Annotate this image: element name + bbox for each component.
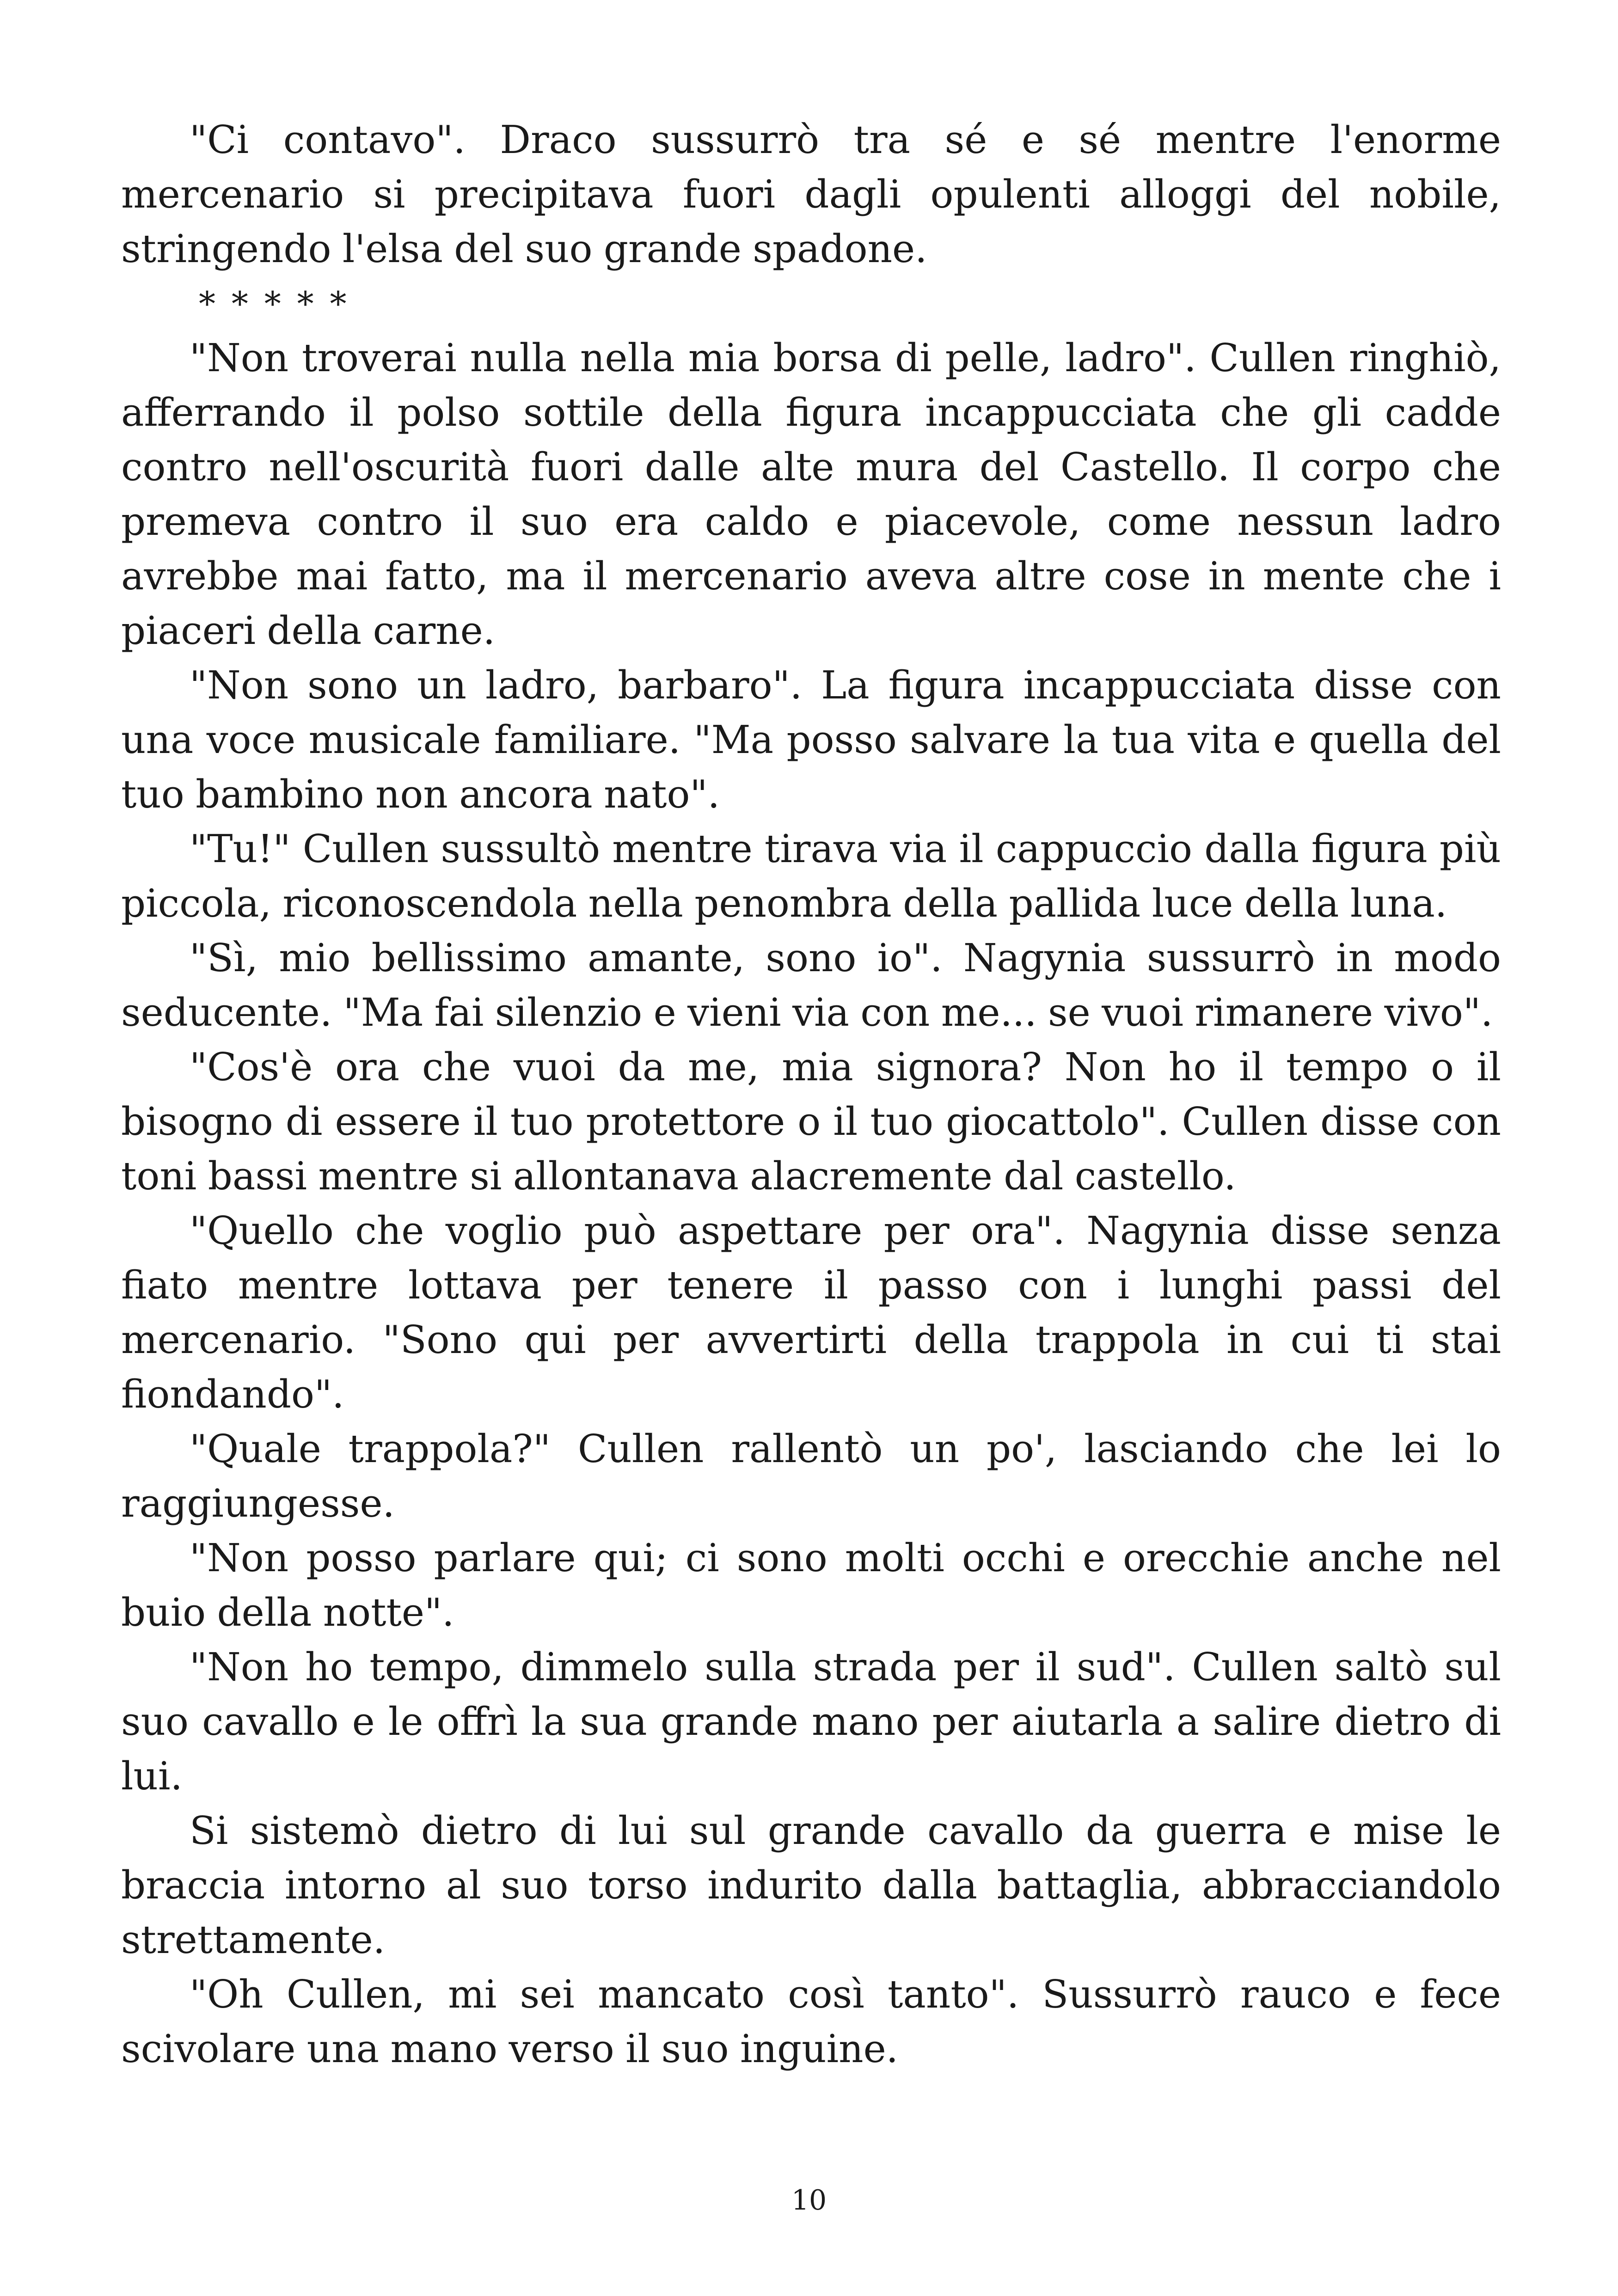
paragraph: "Non ho tempo, dimmelo sulla strada per il sud". Cullen saltò sul suo cavallo e le offrì la sua grande mano per aiutarla a salire dietro di lui. (121, 1645, 1501, 1799)
paragraph: "Non troverai nulla nella mia borsa di pelle, ladro". Cullen ringhiò, afferrando il polso sottile della figura incappucciata che gli cadde contro nell'oscurità fuori dalle alte mura del Castello. Il corpo che premeva contro il suo era caldo e piacevole, come nessun ladro avrebbe mai fatto, ma il mercenario aveva altre cose in mente che i piaceri della carne. (121, 336, 1501, 653)
paragraph: "Tu!" Cullen sussultò mentre tirava via il cappuccio dalla figura più piccola, riconoscendola nella penombra della pallida luce della luna. (121, 827, 1501, 926)
paragraph: "Non sono un ladro, barbaro". La figura incappucciata disse con una voce musicale familiare. "Ma posso salvare la tua vita e quella del tuo bambino non ancora nato". (121, 663, 1501, 817)
paragraph: Si sistemò dietro di lui sul grande cavallo da guerra e mise le braccia intorno al suo torso indurito dalla battaglia, abbracciandolo strettamente. (121, 1808, 1501, 1962)
scene-separator: * * * * * (199, 284, 349, 323)
paragraph: "Sì, mio bellissimo amante, sono io". Nagynia sussurrò in modo seducente. "Ma fai silenzio e vieni via con me... se vuoi rimanere vivo". (121, 936, 1501, 1035)
paragraph: "Non posso parlare qui; ci sono molti occhi e orecchie anche nel buio della notte". (121, 1536, 1501, 1635)
paragraph: "Cos'è ora che vuoi da me, mia signora? Non ho il tempo o il bisogno di essere il tuo protettore o il tuo giocattolo". Cullen disse con toni bassi mentre si allontanava alacremente dal castello. (121, 1045, 1501, 1199)
page-number: 10 (791, 2184, 827, 2216)
page-body (121, 113, 1501, 2076)
paragraph: "Oh Cullen, mi sei mancato così tanto". Sussurrò rauco e fece scivolare una mano verso il suo inguine. (121, 1972, 1501, 2071)
paragraph: "Quello che voglio può aspettare per ora". Nagynia disse senza fiato mentre lottava per tenere il passo con i lunghi passi del mercenario. "Sono qui per avvertirti della trappola in cui ti stai fiondando". (121, 1208, 1501, 1417)
paragraph: "Ci contavo". Draco sussurrò tra sé e sé mentre l'enorme mercenario si precipitava fuori dagli opulenti alloggi del nobile, stringendo l'elsa del suo grande spadone. (121, 117, 1501, 271)
paragraph: "Quale trappola?" Cullen rallentò un po', lasciando che lei lo raggiungesse. (121, 1427, 1501, 1526)
